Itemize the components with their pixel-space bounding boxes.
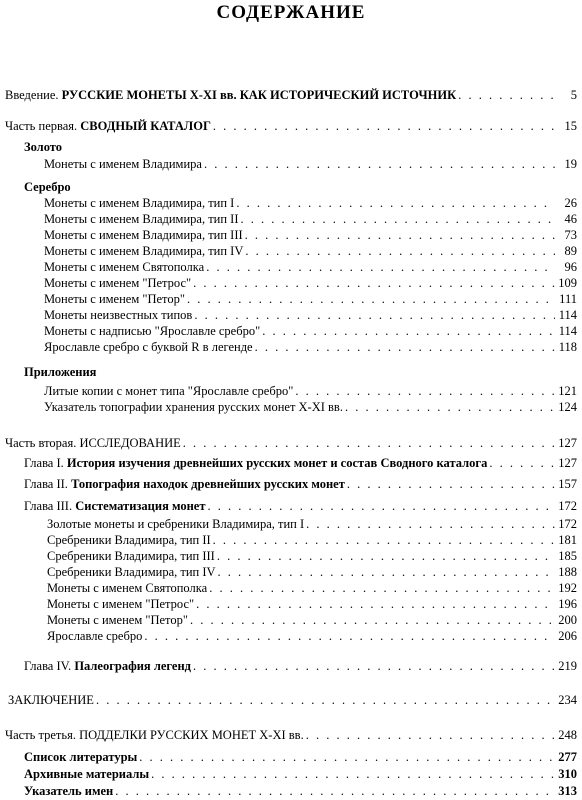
toc-prefix: Глава IV. — [24, 659, 75, 673]
toc-entry-chapter-2 — [24, 476, 577, 492]
toc-text: Монеты с именем Святополка — [44, 260, 205, 274]
toc-title: РУССКИЕ МОНЕТЫ X-XI вв. КАК ИСТОРИЧЕСКИЙ ИСТОЧНИК — [61, 88, 457, 102]
page-title: СОДЕРЖАНИЕ — [216, 2, 366, 23]
toc-entry — [44, 156, 577, 172]
toc-entry — [44, 211, 577, 227]
toc-text: Монеты с именем Владимира, тип III — [44, 228, 243, 242]
toc-leader — [204, 156, 555, 172]
toc-entry — [44, 291, 577, 307]
section-heading-appendices: Приложения — [24, 365, 97, 379]
toc-entry — [47, 580, 577, 596]
toc-leader — [218, 564, 555, 580]
toc-page: 111 — [559, 292, 577, 306]
toc-text: Литые копии с монет типа "Ярославле сребро" — [44, 384, 294, 398]
toc-page: 192 — [558, 581, 577, 595]
toc-page: 248 — [558, 728, 577, 742]
toc-entry — [44, 339, 577, 355]
toc-leader — [209, 580, 555, 596]
toc-page: 26 — [564, 196, 577, 210]
toc-text: Монеты с именем Владимира, тип IV — [44, 244, 244, 258]
toc-prefix: Глава I. — [24, 456, 67, 470]
toc-entry — [47, 612, 577, 628]
toc-text: Часть вторая. ИССЛЕДОВАНИЕ — [5, 436, 181, 450]
toc-leader — [213, 118, 555, 134]
toc-leader — [206, 259, 555, 275]
toc-leader — [151, 766, 555, 782]
toc-prefix: Введение. — [5, 88, 62, 102]
toc-page: 46 — [564, 212, 577, 226]
toc-prefix: Глава II. — [24, 477, 72, 491]
toc-entry-chapter-3 — [24, 498, 577, 514]
toc-page: 188 — [558, 565, 577, 579]
section-heading-gold: Золото — [24, 140, 63, 154]
toc-entry — [44, 243, 577, 259]
toc-text: Указатель топографии хранения русских монет X-XI вв. — [44, 400, 343, 414]
toc-prefix: Глава III. — [24, 499, 76, 513]
toc-text: Сребреники Владимира, тип III — [47, 549, 215, 563]
section-heading-silver: Серебро — [24, 180, 71, 194]
toc-entry — [47, 564, 577, 580]
toc-leader — [245, 227, 555, 243]
toc-entry — [44, 383, 577, 399]
toc-text: Золотые монеты и сребреники Владимира, тип I — [47, 517, 305, 531]
toc-entry — [44, 399, 577, 415]
toc-page: 277 — [558, 750, 577, 764]
toc-entry — [47, 516, 577, 532]
toc-leader — [306, 516, 555, 532]
toc-text: ЗАКЛЮЧЕНИЕ — [8, 693, 94, 707]
toc-text: Монеты с именем Владимира, тип II — [44, 212, 239, 226]
toc-text: Монеты с именем "Петрос" — [47, 597, 195, 611]
toc-entry — [47, 628, 577, 644]
toc-leader — [245, 243, 555, 259]
toc-leader — [115, 783, 555, 799]
toc-title: Список литературы — [24, 750, 138, 764]
toc-text: Монеты с именем Святополка — [47, 581, 208, 595]
toc-entry — [47, 548, 577, 564]
toc-page: 185 — [558, 549, 577, 563]
toc-text: Монеты с именем Владимира, тип I — [44, 196, 235, 210]
toc-page: 181 — [558, 533, 577, 547]
toc-entry — [44, 227, 577, 243]
toc-leader — [347, 476, 555, 492]
toc-page: 114 — [558, 324, 577, 338]
toc-entry — [44, 259, 577, 275]
toc-leader — [96, 692, 555, 708]
toc-entry-name-index — [24, 783, 577, 799]
toc-title: История изучения древнейших русских монет и состав Сводного каталога — [66, 456, 488, 470]
toc-page: 196 — [558, 597, 577, 611]
toc-page: 219 — [558, 659, 577, 673]
toc-entry-part-two — [5, 435, 577, 451]
toc-entry-chapter-4 — [24, 658, 577, 674]
toc-text: Монеты с именем "Петрос" — [44, 276, 192, 290]
toc-title: Топография находок древнейших русских монет — [71, 477, 345, 491]
toc-title: Указатель имен — [24, 784, 114, 798]
toc-text: Ярославле сребро — [47, 629, 143, 643]
toc-page: 157 — [558, 477, 577, 491]
toc-page: 73 — [564, 228, 577, 242]
toc-page: 200 — [558, 613, 577, 627]
toc-page: 96 — [564, 260, 577, 274]
toc-entry — [44, 307, 577, 323]
toc-entry-part-one — [5, 118, 577, 134]
toc-leader — [236, 195, 555, 211]
toc-page: 127 — [558, 456, 577, 470]
toc-entry-archives — [24, 766, 577, 782]
toc-entry — [44, 323, 577, 339]
toc-entry-introduction — [5, 87, 577, 103]
toc-text: Монеты с именем Владимира — [44, 157, 202, 171]
toc-text: Монеты неизвестных типов — [44, 308, 193, 322]
toc-title: Палеография легенд — [74, 659, 191, 673]
toc-leader — [183, 435, 555, 451]
toc-page: 118 — [558, 340, 577, 354]
toc-entry — [47, 532, 577, 548]
toc-leader — [193, 658, 555, 674]
toc-page: 19 — [564, 157, 577, 171]
toc-page: 172 — [558, 499, 577, 513]
toc-text: Ярославле сребро с буквой R в легенде — [44, 340, 253, 354]
toc-title: СВОДНЫЙ КАТАЛОГ — [80, 119, 211, 133]
toc-leader — [489, 455, 555, 471]
toc-page: 109 — [558, 276, 577, 290]
toc-page: 15 — [564, 119, 577, 133]
toc-page: 127 — [558, 436, 577, 450]
toc-leader — [194, 307, 555, 323]
toc-text: Сребреники Владимира, тип IV — [47, 565, 216, 579]
toc-text: Сребреники Владимира, тип II — [47, 533, 211, 547]
toc-page: 5 — [570, 88, 577, 102]
toc-entry — [44, 275, 577, 291]
toc-title: Систематизация монет — [75, 499, 206, 513]
toc-entry — [47, 596, 577, 612]
toc-leader — [240, 211, 555, 227]
toc-page: 172 — [558, 517, 577, 531]
toc-entry — [44, 195, 577, 211]
toc-leader — [213, 532, 555, 548]
toc-page: 124 — [558, 400, 577, 414]
toc-text: Монеты с именем "Петор" — [44, 292, 185, 306]
toc-text: Часть третья. ПОДДЕЛКИ РУССКИХ МОНЕТ X-XI вв. — [5, 728, 304, 742]
toc-title: Архивные материалы — [24, 767, 150, 781]
toc-leader — [262, 323, 555, 339]
toc-leader — [187, 291, 555, 307]
toc-entry-chapter-1 — [24, 455, 577, 471]
toc-leader — [193, 275, 555, 291]
toc-leader — [196, 596, 555, 612]
toc-leader — [295, 383, 555, 399]
toc-leader — [207, 498, 555, 514]
toc-leader — [458, 87, 555, 103]
toc-page: 313 — [558, 784, 577, 798]
toc-prefix: Часть первая. — [5, 119, 81, 133]
toc-page: 310 — [558, 767, 577, 781]
toc-leader — [345, 399, 555, 415]
toc-page: 121 — [558, 384, 577, 398]
toc-leader — [139, 749, 555, 765]
toc-leader — [306, 727, 555, 743]
toc-text: Монеты с именем "Петор" — [47, 613, 188, 627]
toc-entry-bibliography — [24, 749, 577, 765]
toc-entry-conclusion — [8, 692, 577, 708]
toc-page: 206 — [558, 629, 577, 643]
toc-page: 89 — [564, 244, 577, 258]
toc-leader — [255, 339, 555, 355]
toc-page: 234 — [558, 693, 577, 707]
toc-text: Монеты с надписью "Ярославле сребро" — [44, 324, 261, 338]
toc-leader — [217, 548, 555, 564]
toc-entry-part-three — [5, 727, 577, 743]
toc-page: 114 — [558, 308, 577, 322]
toc-leader — [144, 628, 555, 644]
toc-leader — [190, 612, 555, 628]
